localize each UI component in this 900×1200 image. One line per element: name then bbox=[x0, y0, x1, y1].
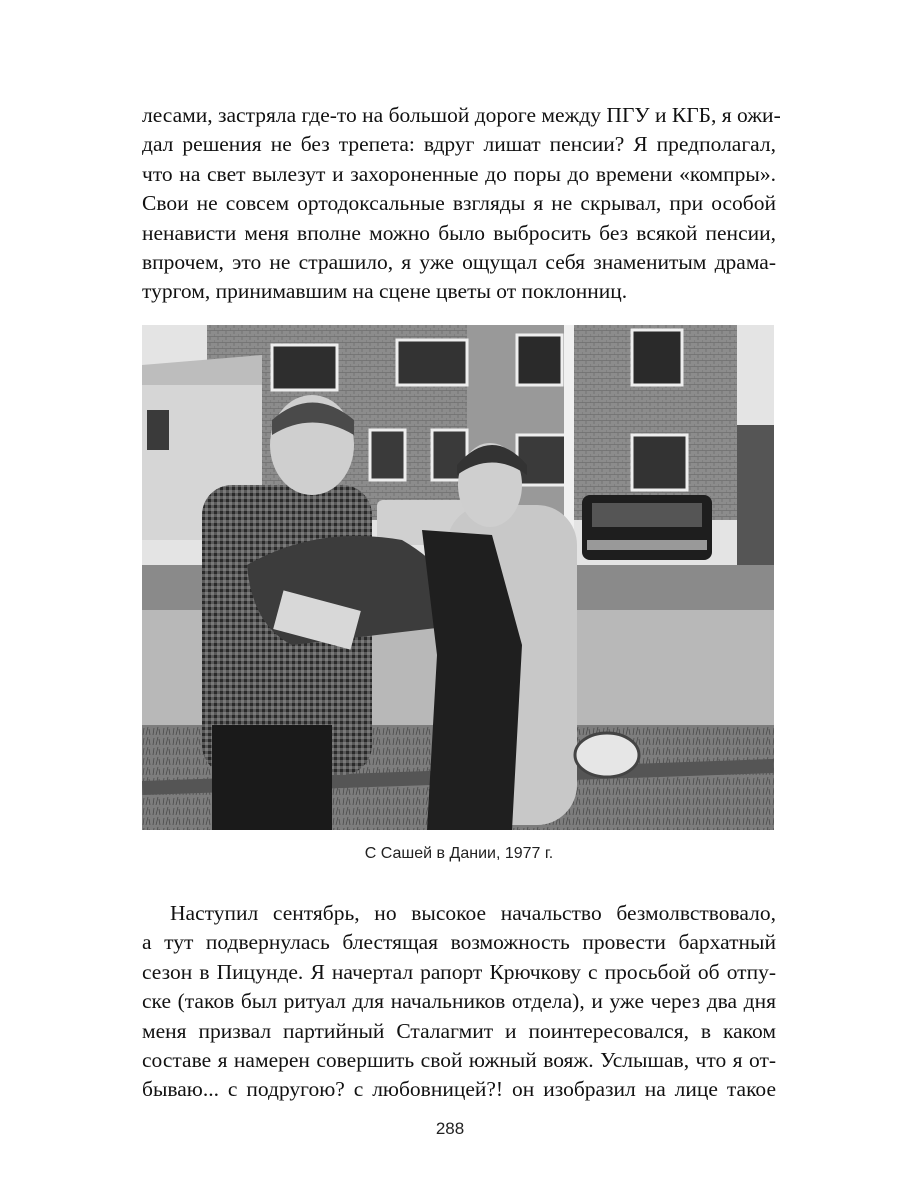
text-line: тургом, принимавшим на сцене цветы от поклонниц. bbox=[142, 279, 628, 304]
text-line: ске (таков был ритуал для начальников отдела), и уже через два дня bbox=[142, 989, 776, 1014]
text-line: меня призвал партийный Сталагмит и поинтересовался, в каком bbox=[142, 1018, 776, 1043]
text-line: сезон в Пицунде. Я начертал рапорт Крючкову с просьбой об отпу- bbox=[142, 959, 776, 984]
text-line: Наступил сентябрь, но высокое начальство безмолвствовало, bbox=[170, 901, 776, 925]
text-line: Свои не совсем ортодоксальные взгляды я не скрывал, при особой bbox=[142, 191, 776, 216]
text-line: дал решения не без трепета: вдруг лишат пенсии? Я предполагал, bbox=[142, 132, 776, 157]
text-line: ненависти меня вполне можно было выбросить без всякой пенсии, bbox=[142, 220, 776, 245]
text-line: что на свет вылезут и захороненные до поры до времени «компры». bbox=[142, 161, 776, 186]
text-line: составе я намерен совершить свой южный вояж. Услышав, что я от- bbox=[142, 1048, 776, 1073]
page-number: 288 bbox=[435, 1119, 465, 1138]
text-line: впрочем, это не страшило, я уже ощущал себя знаменитым драма- bbox=[142, 250, 776, 275]
paragraph-bottom bbox=[142, 899, 776, 1105]
paragraph-top bbox=[142, 101, 781, 307]
text-line: бываю... с подругою? с любовницей?! он изобразил на лице такое bbox=[142, 1077, 776, 1102]
photo-denmark-1977 bbox=[142, 325, 774, 830]
photo-caption: С Сашей в Дании, 1977 г. bbox=[364, 845, 554, 862]
text-line: лесами, застряла где-то на большой дороге между ПГУ и КГБ, я ожи- bbox=[142, 103, 781, 127]
text-line: а тут подвернулась блестящая возможность провести бархатный bbox=[142, 930, 776, 955]
